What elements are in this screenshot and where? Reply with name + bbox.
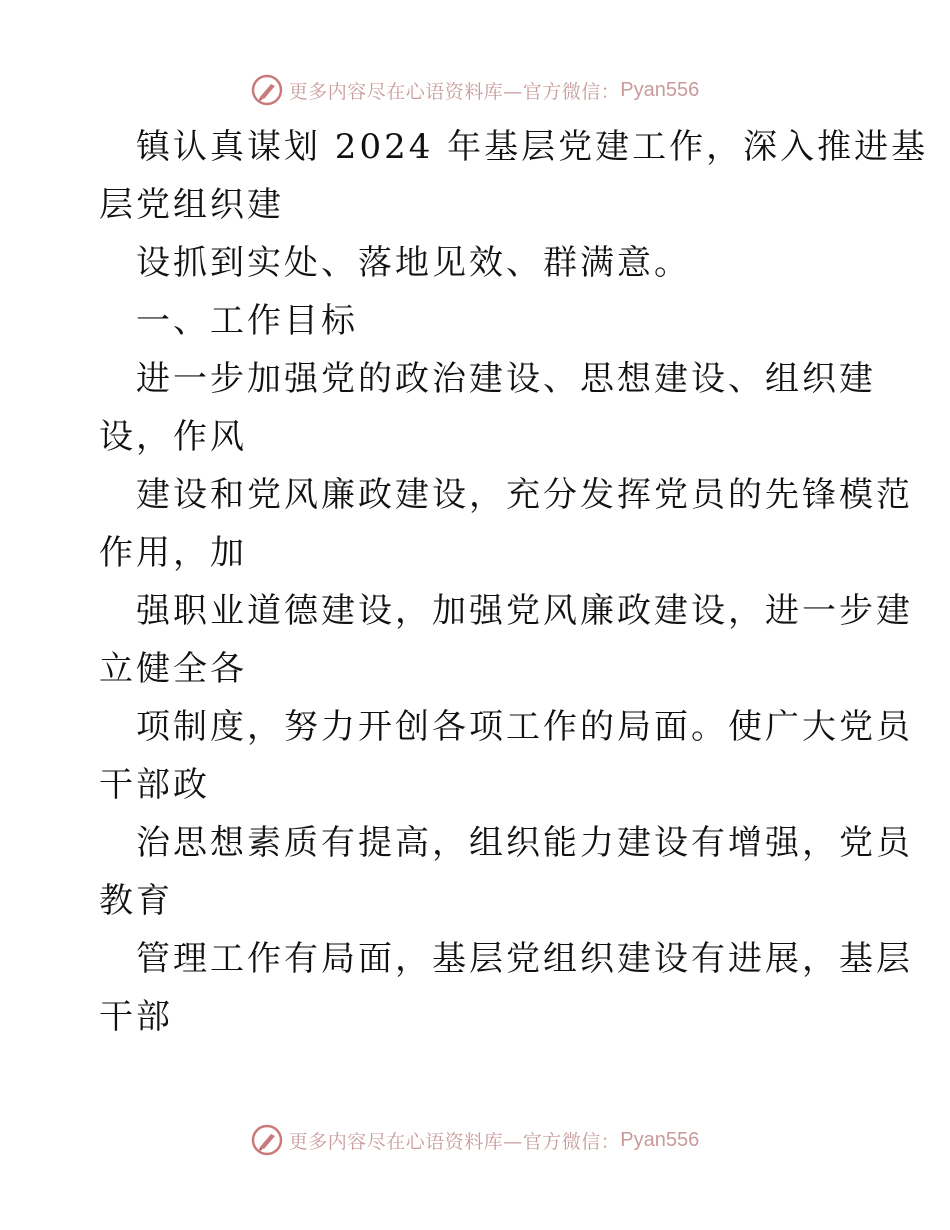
text-line: 进一步加强党的政治建设、思想建设、组织建 (136, 359, 876, 399)
text-line: 镇认真谋划 2024 年基层党建工作，深入推进基 (136, 127, 929, 167)
text-line: 干部 (99, 997, 173, 1037)
footer-watermark (0, 1120, 950, 1160)
text-line: 层党组织建 (99, 185, 284, 225)
text-line: 强职业道德建设，加强党风廉政建设，进一步建 (136, 591, 913, 631)
text-line: 管理工作有局面，基层党组织建设有进展，基层 (136, 939, 913, 979)
watermark-id: Pyan556 (620, 78, 700, 101)
text-line: 教育 (99, 881, 173, 921)
text-line: 干部政 (99, 765, 210, 805)
text-line: 项制度，努力开创各项工作的局面。使广大党员 (136, 707, 913, 747)
pen-logo-icon (251, 74, 283, 106)
text-line: 作用，加 (99, 533, 247, 573)
text-line: 治思想素质有提高，组织能力建设有增强，党员 (136, 823, 913, 863)
document-body (99, 118, 929, 1046)
text-line: 设抓到实处、落地见效、群满意。 (136, 243, 691, 283)
text-line: 设，作风 (99, 417, 247, 457)
header-watermark (0, 70, 950, 110)
watermark-id: Pyan556 (620, 1128, 700, 1151)
watermark-text: 更多内容尽在心语资料库—官方微信： (288, 1130, 621, 1153)
text-line: 一、工作目标 (136, 301, 358, 341)
pen-logo-icon (251, 1124, 283, 1156)
text-line: 立健全各 (99, 649, 247, 689)
text-line: 建设和党风廉政建设，充分发挥党员的先锋模范 (136, 475, 913, 515)
watermark-text: 更多内容尽在心语资料库—官方微信： (288, 80, 621, 103)
